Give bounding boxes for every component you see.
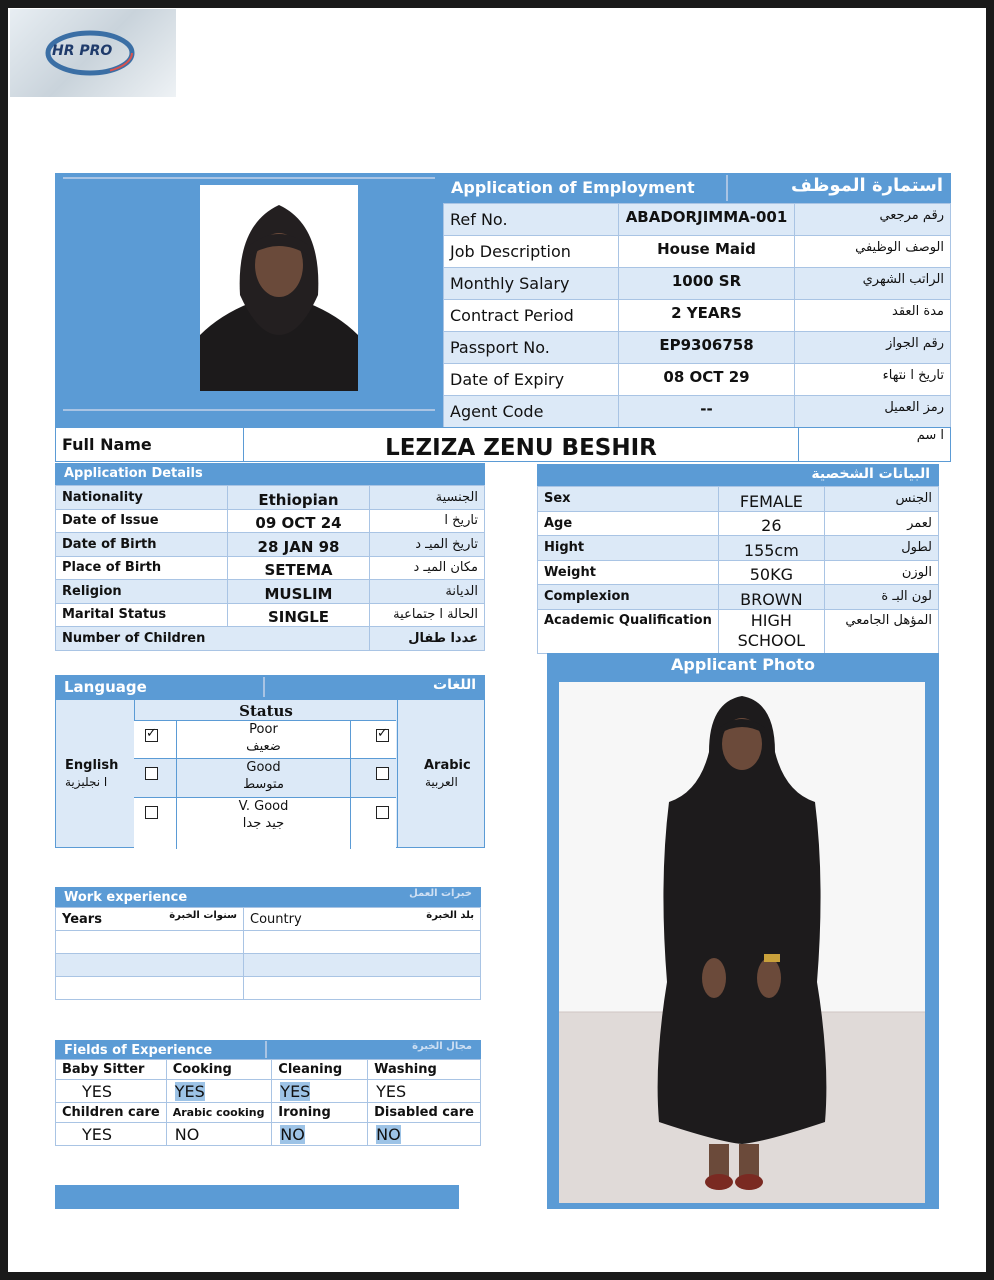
personal-label: Hight xyxy=(538,536,719,561)
col-years-ar: سنوات الخبرة xyxy=(169,910,237,921)
detail-label-ar: الجنسية xyxy=(370,486,485,510)
level-label-en: Good xyxy=(246,760,281,775)
english-label-ar: ا نجليزية xyxy=(65,775,108,789)
personal-value: 50KG xyxy=(718,560,824,585)
application-details-title: Application Details xyxy=(64,466,203,481)
personal-header xyxy=(537,464,939,486)
detail-label-ar: الديانة xyxy=(370,580,485,604)
job-label-ar: رمز العميل xyxy=(795,396,951,428)
personal-row xyxy=(538,560,939,585)
full-name-table xyxy=(55,427,951,462)
detail-label: Place of Birth xyxy=(56,556,228,580)
job-label-ar: الراتب الشهري xyxy=(795,268,951,300)
personal-row xyxy=(538,511,939,536)
detail-label: Religion xyxy=(56,580,228,604)
personal-row xyxy=(538,487,939,512)
portrait-photo xyxy=(200,185,358,391)
field-label: Arabic cooking xyxy=(166,1103,272,1123)
language-level-row xyxy=(134,720,396,758)
job-row xyxy=(444,396,951,428)
logo-text: HR PRO xyxy=(52,43,113,59)
job-label-ar: رقم مرجعي xyxy=(795,204,951,236)
level-label-ar: ضعيف xyxy=(246,739,281,754)
personal-value: 155cm xyxy=(718,536,824,561)
work-experience-header xyxy=(55,887,481,907)
job-label: Ref No. xyxy=(444,204,619,236)
job-label-ar: تاريخ ا نتهاء xyxy=(795,364,951,396)
job-value: -- xyxy=(619,396,795,428)
application-detail-row xyxy=(56,603,485,627)
employment-title-en: Application of Employment xyxy=(451,178,695,197)
job-table xyxy=(443,203,951,428)
employment-title-ar: استمارة الموظف xyxy=(791,175,943,196)
language-title-ar: اللغات xyxy=(433,677,476,693)
arabic-level-checkbox[interactable] xyxy=(376,806,389,819)
academic-label: Academic Qualification xyxy=(538,609,719,653)
fields-title-ar: مجال الخبرة xyxy=(412,1041,472,1052)
col-years: Years xyxy=(62,912,102,927)
work-experience-table xyxy=(55,907,481,1000)
personal-label: Weight xyxy=(538,560,719,585)
fields-title-en: Fields of Experience xyxy=(64,1043,213,1058)
academic-value-line1: HIGH xyxy=(750,611,792,630)
children-label-ar: عددا طفال xyxy=(370,627,485,651)
level-label-ar: جيد جدا xyxy=(242,816,285,831)
fields-label-row xyxy=(56,1103,481,1123)
detail-value: SETEMA xyxy=(228,556,370,580)
personal-label-ar: لطول xyxy=(824,536,938,561)
language-level-row xyxy=(134,758,396,797)
application-detail-row xyxy=(56,556,485,580)
personal-label: Sex xyxy=(538,487,719,512)
field-label: Ironing xyxy=(272,1103,368,1123)
detail-value: 09 OCT 24 xyxy=(228,509,370,533)
detail-label: Date of Birth xyxy=(56,533,228,557)
application-detail-row xyxy=(56,486,485,510)
detail-label-ar: تاريخ ا xyxy=(370,509,485,533)
level-label-en: V. Good xyxy=(238,799,289,814)
applicant-full-photo xyxy=(559,682,925,1203)
arabic-label-ar: العربية xyxy=(425,775,458,789)
job-value: House Maid xyxy=(619,236,795,268)
job-label: Date of Expiry xyxy=(444,364,619,396)
col-country: Country xyxy=(250,912,302,927)
field-value: YES xyxy=(376,1081,407,1101)
detail-label-ar: الحالة ا جتماعية xyxy=(370,603,485,627)
logo xyxy=(10,9,176,97)
fields-value-row xyxy=(56,1080,481,1103)
personal-label-ar: لون البـ ة xyxy=(824,585,938,610)
work-experience-title-ar: خبرات العمل xyxy=(409,888,472,899)
language-level-row xyxy=(134,797,396,848)
personal-row xyxy=(538,536,939,561)
job-row xyxy=(444,364,951,396)
personal-label: Complexion xyxy=(538,585,719,610)
job-value: 2 YEARS xyxy=(619,300,795,332)
work-row xyxy=(56,931,481,954)
personal-title-ar: البيانات الشخصية xyxy=(811,466,930,482)
job-row xyxy=(444,236,951,268)
academic-value-line2: SCHOOL xyxy=(737,631,806,650)
fields-value-row xyxy=(56,1123,481,1146)
field-value: NO xyxy=(174,1124,200,1144)
english-label: English xyxy=(65,758,119,773)
detail-label: Date of Issue xyxy=(56,509,228,533)
field-label: Children care xyxy=(56,1103,167,1123)
applicant-photo-title: Applicant Photo xyxy=(671,655,815,674)
children-label: Number of Children xyxy=(56,627,370,651)
level-label-en: Poor xyxy=(249,722,278,737)
job-label: Job Description xyxy=(444,236,619,268)
field-label: Baby Sitter xyxy=(56,1060,167,1080)
application-detail-row xyxy=(56,533,485,557)
job-row xyxy=(444,204,951,236)
full-body-figure-icon xyxy=(559,682,925,1203)
job-value: 1000 SR xyxy=(619,268,795,300)
detail-value: SINGLE xyxy=(228,603,370,627)
work-experience-title-en: Work experience xyxy=(64,890,188,905)
english-level-checkbox[interactable] xyxy=(145,767,158,780)
arabic-level-checkbox[interactable] xyxy=(376,767,389,780)
fields-label-row xyxy=(56,1060,481,1080)
full-name-value: LEZIZA ZENU BESHIR xyxy=(244,428,799,462)
job-row xyxy=(444,300,951,332)
detail-label-ar: مكان الميـ د xyxy=(370,556,485,580)
job-value: EP9306758 xyxy=(619,332,795,364)
field-value: YES xyxy=(82,1124,113,1144)
personal-value: BROWN xyxy=(718,585,824,610)
job-label: Passport No. xyxy=(444,332,619,364)
job-row xyxy=(444,268,951,300)
field-label: Cleaning xyxy=(272,1060,368,1080)
footer-bar xyxy=(55,1185,459,1209)
job-label: Contract Period xyxy=(444,300,619,332)
detail-value: Ethiopian xyxy=(228,486,370,510)
personal-row xyxy=(538,585,939,610)
academic-label-ar: المؤهل الجامعي xyxy=(824,609,938,653)
job-label: Monthly Salary xyxy=(444,268,619,300)
personal-value: 26 xyxy=(718,511,824,536)
job-label-ar: الوصف الوظيفي xyxy=(795,236,951,268)
detail-label-ar: تاريخ الميـ د xyxy=(370,533,485,557)
language-title-en: Language xyxy=(64,678,147,696)
field-value: YES xyxy=(82,1081,113,1101)
job-row xyxy=(444,332,951,364)
field-value: NO xyxy=(280,1124,305,1144)
level-label-ar: متوسط xyxy=(243,777,284,792)
arabic-label: Arabic xyxy=(424,758,471,773)
language-header xyxy=(55,675,485,699)
english-level-checkbox[interactable] xyxy=(145,806,158,819)
academic-value xyxy=(718,609,824,653)
field-value: NO xyxy=(376,1124,401,1144)
job-value: 08 OCT 29 xyxy=(619,364,795,396)
portrait-figure-icon xyxy=(200,185,358,391)
field-label: Cooking xyxy=(166,1060,272,1080)
application-details-header xyxy=(55,463,485,485)
personal-label-ar: الوزن xyxy=(824,560,938,585)
application-form xyxy=(8,8,986,1272)
detail-label: Marital Status xyxy=(56,603,228,627)
application-details-table xyxy=(55,485,485,651)
detail-value: MUSLIM xyxy=(228,580,370,604)
field-value: YES xyxy=(280,1081,311,1101)
job-label: Agent Code xyxy=(444,396,619,428)
detail-label: Nationality xyxy=(56,486,228,510)
job-value: ABADORJIMMA-001 xyxy=(619,204,795,236)
col-country-ar: بلد الخبرة xyxy=(426,910,474,921)
english-level-checkbox[interactable] xyxy=(145,729,158,742)
children-row xyxy=(56,627,485,651)
personal-table xyxy=(537,486,939,654)
application-detail-row xyxy=(56,509,485,533)
work-row xyxy=(56,954,481,977)
job-label-ar: مدة العقد xyxy=(795,300,951,332)
personal-label: Age xyxy=(538,511,719,536)
employment-header xyxy=(443,173,951,203)
fields-header xyxy=(55,1040,481,1059)
application-detail-row xyxy=(56,580,485,604)
detail-value: 28 JAN 98 xyxy=(228,533,370,557)
arabic-level-checkbox[interactable] xyxy=(376,729,389,742)
full-name-label: Full Name xyxy=(56,428,244,462)
field-label: Washing xyxy=(368,1060,481,1080)
fields-table xyxy=(55,1059,481,1146)
personal-label-ar: الجنس xyxy=(824,487,938,512)
field-label: Disabled care xyxy=(368,1103,481,1123)
field-value: YES xyxy=(174,1081,205,1101)
work-row xyxy=(56,977,481,1000)
status-header: Status xyxy=(239,702,293,720)
academic-row xyxy=(538,609,939,653)
full-name-ar: ا سم xyxy=(799,428,951,462)
personal-label-ar: لعمر xyxy=(824,511,938,536)
job-label-ar: رقم الجواز xyxy=(795,332,951,364)
personal-value: FEMALE xyxy=(718,487,824,512)
